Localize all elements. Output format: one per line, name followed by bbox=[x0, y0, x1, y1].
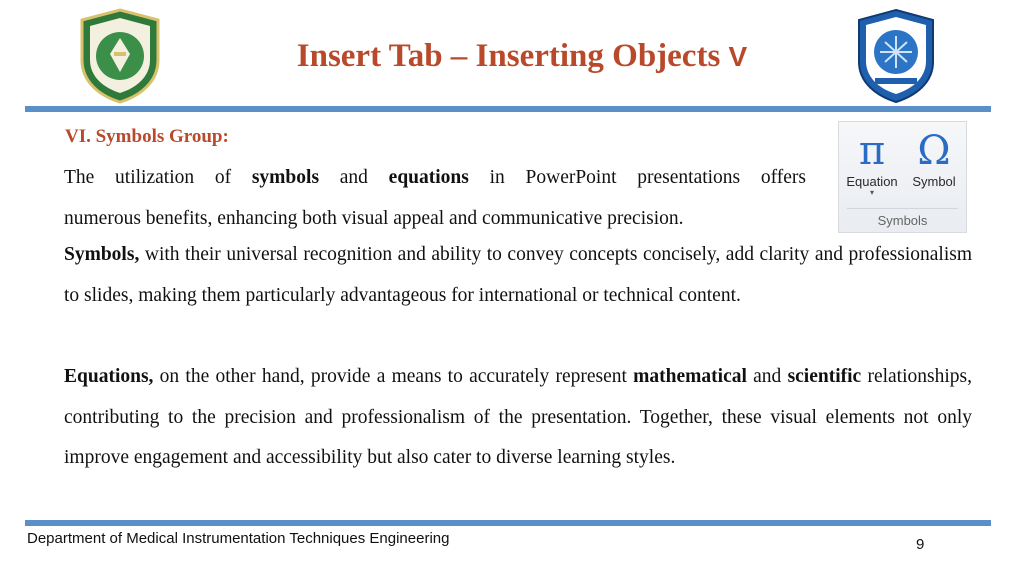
intro-bold-equations: equations bbox=[388, 167, 469, 188]
slide-title-text: Insert Tab – Inserting Objects bbox=[296, 38, 721, 74]
college-logo bbox=[855, 8, 937, 104]
omega-icon: Ω bbox=[917, 128, 951, 174]
intro-bold-symbols: symbols bbox=[251, 167, 320, 188]
symbols-text: with their universal recognition and ability to convey concepts concisely, add clarity and professionalism to slides, making them particularly advantageous for international or technical content. bbox=[64, 244, 972, 306]
footer-divider bbox=[25, 520, 991, 526]
page-number: 9 bbox=[916, 536, 925, 553]
symbols-paragraph bbox=[64, 235, 972, 316]
ribbon-group-label: Symbols bbox=[877, 213, 928, 228]
intro-text-1: The utilization of bbox=[64, 167, 252, 188]
equation-button[interactable] bbox=[841, 128, 903, 197]
symbols-lead: Symbols, bbox=[64, 244, 140, 265]
equations-paragraph bbox=[64, 357, 972, 479]
ribbon-symbols-group bbox=[838, 121, 967, 233]
equation-label: Equation bbox=[846, 174, 898, 189]
pi-icon: π bbox=[858, 128, 886, 174]
symbol-label: Symbol bbox=[912, 174, 956, 189]
ribbon-separator bbox=[847, 208, 958, 209]
intro-line-2: numerous benefits, enhancing both visual appeal and communicative precision. bbox=[64, 207, 684, 229]
intro-line-1 bbox=[64, 158, 806, 199]
equations-text-2: and bbox=[746, 366, 788, 387]
equations-text-1: on the other hand, provide a means to accurately represent bbox=[153, 366, 634, 387]
equations-bold-scientific: scientific bbox=[787, 366, 862, 387]
equations-bold-mathematical: mathematical bbox=[633, 366, 747, 387]
equations-text-3: relationships, contributing to the precision and professionalism of the presentation. Together, these visual elements not only improve engagement and accessibility but also cater to diverse learning styles. bbox=[64, 366, 972, 468]
intro-text-3: in PowerPoint presentations offers bbox=[468, 167, 807, 188]
department-footer: Department of Medical Instrumentation Techniques Engineering bbox=[27, 530, 450, 547]
intro-text-2: and bbox=[319, 167, 389, 188]
intro-paragraph bbox=[64, 158, 806, 239]
symbol-button[interactable] bbox=[903, 128, 965, 189]
chevron-down-icon[interactable]: ▾ bbox=[869, 188, 874, 197]
equations-lead: Equations, bbox=[64, 366, 154, 387]
section-heading: VI. Symbols Group: bbox=[65, 126, 229, 147]
header-divider bbox=[25, 106, 991, 112]
slide-title-suffix: V bbox=[728, 41, 748, 72]
college-seal-icon bbox=[855, 8, 937, 104]
